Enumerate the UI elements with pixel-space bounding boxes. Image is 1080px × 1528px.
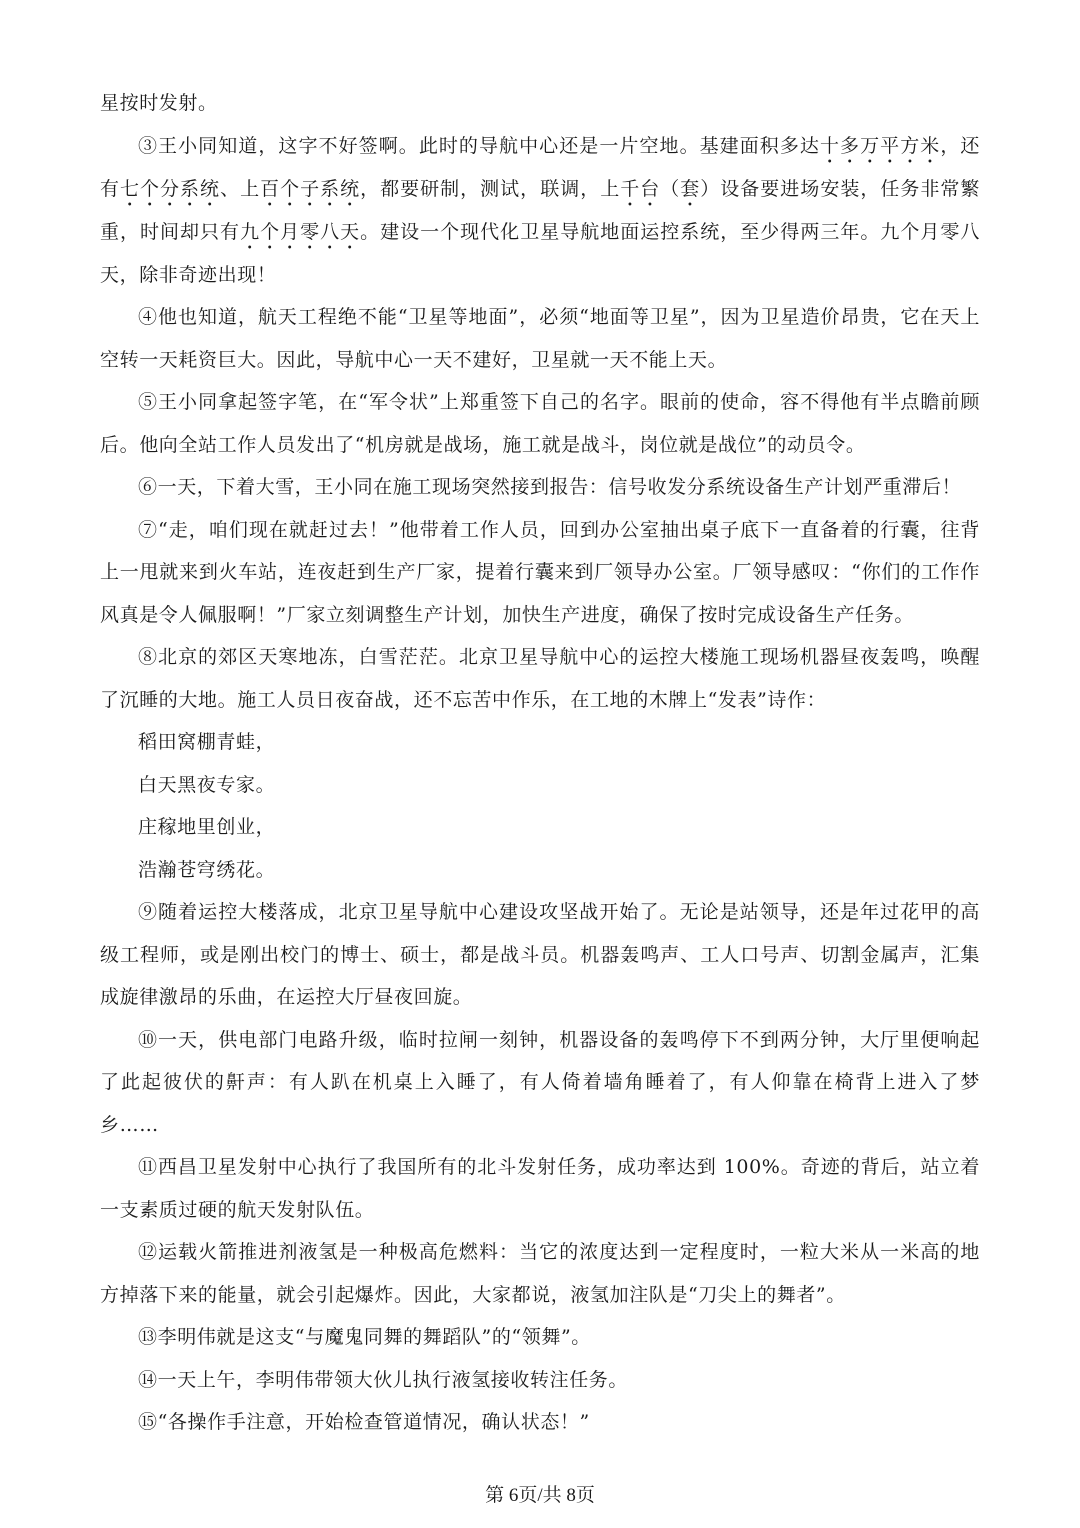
emphasized-text: 九个月零八天 [240,220,361,243]
paragraph-13: ⑬李明伟就是这支“与魔鬼同舞的舞蹈队”的“领舞”。 [138,1326,591,1348]
paragraph-5: ⑤王小同拿起签字笔，在“军令状”上郑重签下自己的名字。眼前的使命，容不得他有半点瞻前顾后。他向全站工作人员发出了“机房就是战场，施工就是战斗，岗位就是战位”的动员令。 [100,391,980,456]
text-span: ，还有 [100,134,981,200]
paragraph-15: ⑮“各操作手注意，开始检查管道情况，确认状态！” [138,1411,590,1433]
emphasized-text: 百个子系统 [260,177,361,200]
poem-line: 浩瀚苍穹绣花。 [138,858,276,881]
page-number-footer: 第 6页/共 8页 [485,1485,595,1506]
text-span: ，都要研制，测试，联调，上 [360,177,621,200]
emphasized-text: 七个分系统 [120,177,221,200]
paragraph-11: ⑪西昌卫星发射中心执行了我国所有的北斗发射任务，成功率达到 100%。奇迹的背后，站立着一支素质过硬的航天发射队伍。 [100,1156,980,1221]
poem-line: 庄稼地里创业， [138,816,276,838]
article-body [100,82,980,1444]
poem-line: 稻田窝棚青蛙， [138,731,276,753]
paragraph-9: ⑨随着运控大楼落成，北京卫星导航中心建设攻坚战开始了。无论是站领导，还是年过花甲的高级工程师，或是刚出校门的博士、硕士，都是战斗员。机器轰鸣声、工人口号声、切割金属声，汇集成旋律激昂的乐曲，在运控大厅昼夜回旋。 [100,901,980,1008]
paragraph-7: ⑦“走，咱们现在就赶过去！”他带着工作人员，回到办公室抽出桌子底下一直备着的行囊，往背上一甩就来到火车站，连夜赶到生产厂家，提着行囊来到厂领导办公室。厂领导感叹：“你们的工作作风真是令人佩服啊！”厂家立刻调整生产计划，加快生产进度，确保了按时完成设备生产任务。 [100,518,980,626]
text-span: 、上 [220,177,261,200]
paragraph-continuation: 星按时发射。 [100,92,218,114]
emphasized-text: 千台（套） [620,177,721,200]
poem-line: 白天黑夜专家。 [138,773,276,796]
paragraph-8: ⑧北京的郊区天寒地冻，白雪茫茫。北京卫星导航中心的运控大楼施工现场机器昼夜轰鸣，唤醒了沉睡的大地。施工人员日夜奋战，还不忘苦中作乐，在工地的木牌上“发表”诗作： [100,646,980,711]
text-span: 。建设一个现代化卫星导航地面运控系统，至少得两三年。九个月零八天，除非奇迹出现！ [100,220,980,286]
text-span: 设备要进场安装，任务非常繁重，时间却只有 [100,177,980,243]
poem [100,721,980,891]
paragraph-4: ④他也知道，航天工程绝不能“卫星等地面”，必须“地面等卫星”，因为卫星造价昂贵，它在天上空转一天耗资巨大。因此，导航中心一天不建好，卫星就一天不能上天。 [100,306,980,371]
paragraph-6: ⑥一天，下着大雪，王小同在施工现场突然接到报告：信号收发分系统设备生产计划严重滞后！ [138,476,962,498]
text-span: ③王小同知道，这字不好签啊。此时的导航中心还是一片空地。基建面积多达 [138,134,820,157]
emphasized-text: 十多万平方米 [819,134,941,157]
paragraph-14: ⑭一天上午，李明伟带领大伙儿执行液氢接收转注任务。 [138,1368,629,1391]
paragraph-12: ⑫运载火箭推进剂液氢是一种极高危燃料：当它的浓度达到一定程度时，一粒大米从一米高的地方掉落下来的能量，就会引起爆炸。因此，大家都说，液氢加注队是“刀尖上的舞者”。 [100,1241,980,1306]
paragraph-3 [100,125,980,297]
paragraph-10: ⑩一天，供电部门电路升级，临时拉闸一刻钟，机器设备的轰鸣停下不到两分钟，大厅里便响起了此起彼伏的鼾声：有人趴在机桌上入睡了，有人倚着墙角睡着了，有人仰靠在椅背上进入了梦乡…… [100,1028,980,1136]
